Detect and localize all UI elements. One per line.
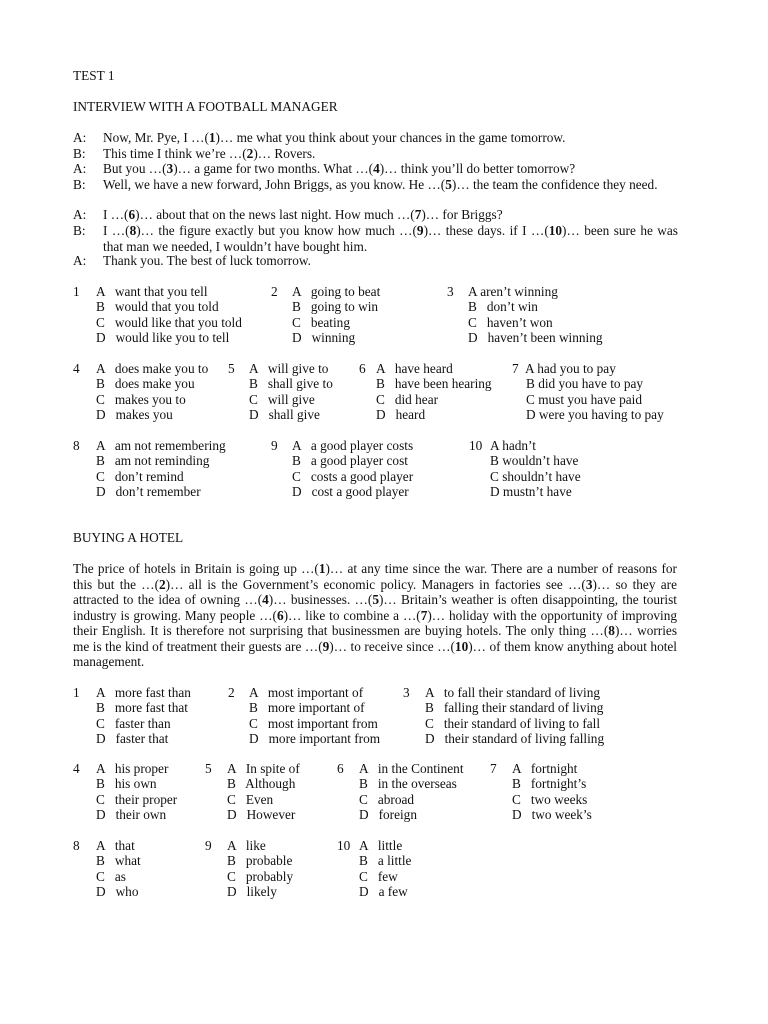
option-d: D likely — [227, 884, 277, 900]
option-d: D makes you — [96, 407, 173, 423]
question-number: 10 — [469, 438, 483, 453]
option-d: D a few — [359, 884, 408, 900]
gap-number: 4 — [373, 161, 380, 176]
option-d: D foreign — [359, 807, 417, 823]
gap-number: 7 — [420, 607, 428, 623]
option-d: D haven’t been winning — [468, 330, 603, 346]
option-c: C must you have paid — [526, 391, 642, 407]
question-number: 1 — [73, 685, 80, 700]
option-b: B would that you told — [96, 299, 219, 315]
section1-title: INTERVIEW WITH A FOOTBALL MANAGER — [73, 99, 338, 114]
text-fragment: )… a game for two months. What …( — [173, 161, 374, 176]
option-d: D shall give — [249, 407, 320, 423]
option-c: C abroad — [359, 791, 415, 807]
option-c: C beating — [292, 314, 350, 330]
option-c: C costs a good player — [292, 468, 414, 484]
gap-number: 3 — [585, 576, 593, 592]
gap-number: 2 — [246, 146, 254, 161]
text-fragment: This time I think we’re …( — [103, 146, 247, 161]
text-fragment: )… Rovers. — [253, 146, 316, 161]
option-a: A am not remembering — [96, 438, 226, 453]
gap-number: 7 — [414, 207, 422, 222]
text-fragment: )… the team the confidence they need. — [451, 177, 658, 192]
text-fragment: )… been sure he was that man we needed, I wouldn’t have bought him. — [103, 223, 678, 254]
speaker-label: A: — [73, 207, 87, 222]
text-fragment: )… for Briggs? — [421, 207, 503, 222]
gap-number: 1 — [208, 130, 216, 145]
text-fragment: I …( — [103, 223, 130, 238]
text-fragment: )… think you’ll do better tomorrow? — [379, 161, 576, 176]
text-fragment: )… holiday with the opportunity of improving their English. It is therefore not surprising that businessmen are buying hotels. The only thing …( — [73, 607, 677, 638]
utterance — [103, 146, 678, 162]
question-number: 6 — [359, 361, 366, 376]
option-d: D heard — [376, 407, 426, 423]
option-b: B more fast that — [96, 700, 188, 716]
option-d: D mustn’t have — [490, 484, 572, 500]
option-c: C most important from — [249, 715, 378, 731]
option-b: B don’t win — [468, 299, 538, 315]
question-number: 4 — [73, 361, 80, 376]
question-number: 3 — [447, 284, 454, 299]
test-title: TEST 1 — [73, 68, 115, 83]
text-fragment: )… like to combine a …( — [283, 607, 421, 623]
option-a: A have heard — [376, 361, 453, 376]
text-fragment: )… me what you think about your chances in the game tomorrow. — [215, 130, 566, 145]
option-a: A hadn’t — [490, 438, 536, 453]
text-fragment: )… Britain’s weather is often disappointing, the tourist industry is growing. Many people …( — [73, 592, 677, 623]
option-b: B does make you — [96, 376, 195, 392]
gap-number: 3 — [166, 161, 174, 176]
option-d: D their own — [96, 807, 167, 823]
option-c: C don’t remind — [96, 468, 184, 484]
option-c: C did hear — [376, 391, 439, 407]
option-a: A that — [96, 838, 135, 853]
question-number: 9 — [205, 838, 212, 853]
option-c: C two weeks — [512, 791, 588, 807]
utterance — [103, 177, 678, 193]
text-fragment: But you …( — [103, 161, 167, 176]
text-fragment: Now, Mr. Pye, I …( — [103, 130, 209, 145]
option-c: C faster than — [96, 715, 171, 731]
utterance — [103, 223, 678, 254]
option-c: C few — [359, 868, 398, 884]
option-a: A aren’t winning — [468, 284, 558, 299]
gap-number: 1 — [318, 561, 326, 576]
option-b: B a little — [359, 853, 412, 869]
option-b: B a good player cost — [292, 453, 408, 469]
option-a: A In spite of — [227, 761, 300, 776]
text-fragment: )… all is the Government’s economic policy. Managers in factories see …( — [165, 576, 586, 592]
option-a: A in the Continent — [359, 761, 464, 776]
option-d: D two week’s — [512, 807, 592, 823]
gap-number: 9 — [416, 223, 424, 238]
option-a: A little — [359, 838, 403, 853]
gap-number: 10 — [548, 223, 563, 238]
speaker-label: A: — [73, 130, 87, 145]
gap-number: 8 — [608, 623, 615, 638]
option-d: D who — [96, 884, 139, 900]
gap-number: 9 — [322, 638, 330, 654]
gap-number: 2 — [159, 576, 166, 592]
option-b: B what — [96, 853, 141, 869]
speaker-label: B: — [73, 177, 86, 192]
question-number: 9 — [271, 438, 278, 453]
speaker-label: B: — [73, 146, 86, 161]
option-b: B shall give to — [249, 376, 333, 392]
question-number: 8 — [73, 838, 80, 853]
option-b: B Although — [227, 776, 296, 792]
option-b: B in the overseas — [359, 776, 457, 792]
option-c: C makes you to — [96, 391, 186, 407]
option-c: C haven’t won — [468, 314, 553, 330]
question-number: 10 — [337, 838, 351, 853]
option-c: C Even — [227, 791, 274, 807]
gap-number: 6 — [276, 607, 284, 623]
option-a: A will give to — [249, 361, 329, 376]
option-b: B have been hearing — [376, 376, 492, 392]
question-number: 8 — [73, 438, 80, 453]
text-fragment: )… the figure exactly but you know how much …( — [136, 223, 417, 238]
option-c: C shouldn’t have — [490, 468, 581, 484]
option-a: A most important of — [249, 685, 364, 700]
text-fragment: Well, we have a new forward, John Briggs, as you know. He …( — [103, 177, 446, 192]
gap-number: 5 — [445, 177, 452, 192]
gap-number: 4 — [262, 592, 269, 607]
option-a: A going to beat — [292, 284, 381, 299]
option-b: B going to win — [292, 299, 379, 315]
option-c: C will give — [249, 391, 315, 407]
question-number: 2 — [228, 685, 235, 700]
question-number: 5 — [205, 761, 212, 776]
utterance — [103, 161, 678, 177]
option-a: A had you to pay — [525, 361, 616, 376]
question-number: 7 — [490, 761, 497, 776]
hotel-paragraph — [73, 561, 677, 670]
option-b: B his own — [96, 776, 157, 792]
gap-number: 6 — [128, 207, 136, 222]
option-a: A fortnight — [512, 761, 578, 776]
section2-title: BUYING A HOTEL — [73, 530, 184, 545]
option-c: C their proper — [96, 791, 178, 807]
question-number: 7 — [512, 361, 519, 376]
question-number: 1 — [73, 284, 80, 299]
option-b: B more important of — [249, 700, 365, 716]
option-a: A to fall their standard of living — [425, 685, 601, 700]
speaker-label: A: — [73, 253, 87, 268]
utterance — [103, 253, 678, 269]
text-fragment: )… worries me is the kind of treatment their guests are …( — [73, 623, 677, 654]
option-c: C would like that you told — [96, 314, 242, 330]
option-b: B wouldn’t have — [490, 453, 579, 469]
question-number: 4 — [73, 761, 80, 776]
question-number: 2 — [271, 284, 278, 299]
option-b: B am not reminding — [96, 453, 210, 469]
text-fragment: )… at any time since the war. There are a number of reasons for this but the …( — [73, 561, 677, 592]
question-number: 5 — [228, 361, 235, 376]
text-fragment: )… about that on the news last night. How much …( — [135, 207, 415, 222]
speaker-label: B: — [73, 223, 86, 238]
text-fragment: )… so they are attracted to the idea of owning …( — [73, 576, 677, 607]
question-number: 3 — [403, 685, 410, 700]
option-b: B did you have to pay — [526, 376, 644, 392]
option-a: A does make you to — [96, 361, 209, 376]
option-c: C their standard of living to fall — [425, 715, 601, 731]
question-number: 6 — [337, 761, 344, 776]
text-fragment: )… to receive since …( — [329, 638, 455, 654]
utterance — [103, 130, 678, 146]
text-fragment: The price of hotels in Britain is going up …( — [73, 561, 319, 576]
option-b: B fortnight’s — [512, 776, 587, 792]
option-d: D cost a good player — [292, 484, 409, 500]
gap-number: 10 — [454, 638, 469, 654]
option-d: D winning — [292, 330, 356, 346]
option-a: A more fast than — [96, 685, 191, 700]
gap-number: 5 — [372, 592, 379, 607]
text-fragment: )… businesses. …( — [268, 592, 373, 607]
option-a: A want that you tell — [96, 284, 208, 299]
option-d: D However — [227, 807, 296, 823]
text-fragment: )… these days. if I …( — [423, 223, 549, 238]
option-a: A his proper — [96, 761, 169, 776]
option-c: C as — [96, 868, 126, 884]
option-b: B falling their standard of living — [425, 700, 604, 716]
speaker-label: A: — [73, 161, 87, 176]
option-a: A like — [227, 838, 266, 853]
option-c: C probably — [227, 868, 294, 884]
option-d: D were you having to pay — [526, 407, 664, 423]
utterance — [103, 207, 678, 223]
option-d: D would like you to tell — [96, 330, 230, 346]
text-fragment: I …( — [103, 207, 129, 222]
option-a: A a good player costs — [292, 438, 414, 453]
option-d: D more important from — [249, 731, 381, 747]
text-fragment: Thank you. The best of luck tomorrow. — [103, 253, 311, 268]
text-fragment: )… of them know anything about hotel management. — [73, 638, 678, 669]
option-d: D faster that — [96, 731, 169, 747]
option-d: D don’t remember — [96, 484, 201, 500]
option-b: B probable — [227, 853, 293, 869]
option-d: D their standard of living falling — [425, 731, 605, 747]
gap-number: 8 — [129, 223, 137, 238]
